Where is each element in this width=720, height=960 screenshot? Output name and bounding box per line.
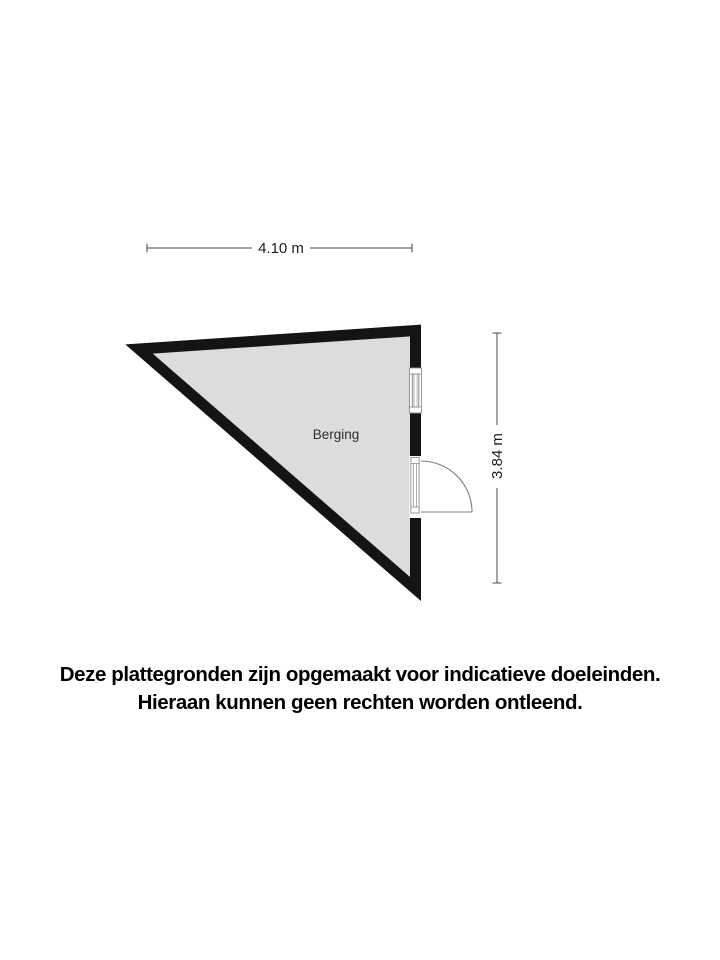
window-marker: [409, 368, 421, 413]
door-swing: [421, 461, 472, 512]
disclaimer-line-1: Deze plattegronden zijn opgemaakt voor indicatieve doeleinden.: [59, 663, 661, 686]
height-dimension-label: 3.84 m: [489, 433, 506, 479]
door-frame: [411, 458, 419, 514]
disclaimer-line-2: Hieraan kunnen geen rechten worden ontleend.: [137, 691, 583, 714]
room-label: Berging: [312, 427, 360, 442]
disclaimer: [0, 661, 720, 717]
door-swing-arc: [421, 461, 472, 512]
width-dimension-label: 4.10 m: [258, 240, 304, 257]
door-marker: [409, 456, 421, 518]
room-outline: [139, 331, 416, 590]
